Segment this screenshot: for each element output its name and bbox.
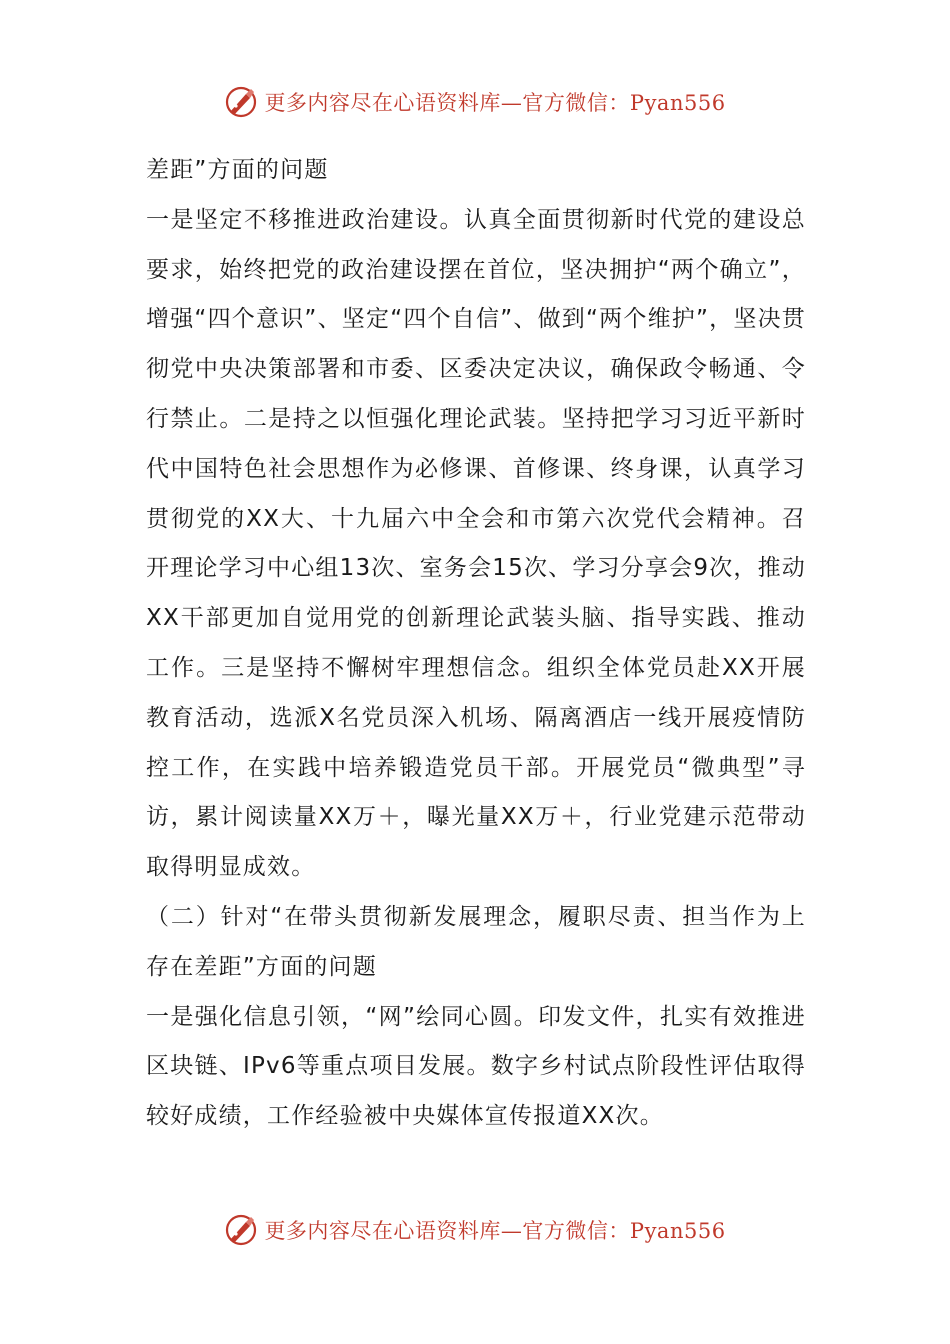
document-body [146, 146, 806, 1142]
header-watermark [0, 80, 950, 124]
paragraph: 差距”方面的问题 [146, 157, 329, 183]
paragraph: 一是坚定不移推进政治建设。认真全面贯彻新时代党的建设总要求，始终把党的政治建设摆在首位，坚决拥护“两个确立”，增强“四个意识”、坚定“四个自信”、做到“两个维护”，坚决贯彻党中央决策部署和市委、区委决定决议，确保政令畅通、令行禁止。二是持之以恒强化理论武装。坚持把学习习近平新时代中国特色社会思想作为必修课、首修课、终身课，认真学习贯彻党的XX大、十九届六中全会和市第六次党代会精神。召开理论学习中心组13次、室务会15次、学习分享会9次，推动XX干部更加自觉用党的创新理论武装头脑、指导实践、推动工作。三是坚持不懈树牢理想信念。组织全体党员赴XX开展教育活动，选派X名党员深入机场、隔离酒店一线开展疫情防控工作，在实践中培养锻造党员干部。开展党员“微典型”寻访，累计阅读量XX万＋，曝光量XX万＋，行业党建示范带动取得明显成效。 [146, 206, 806, 881]
paragraph: （二）针对“在带头贯彻新发展理念，履职尽责、担当作为上存在差距”方面的问题 [146, 903, 806, 980]
footer-watermark [0, 1208, 950, 1252]
pen-nib-circle-icon [224, 85, 258, 119]
paragraph: 一是强化信息引领，“网”绘同心圆。印发文件，扎实有效推进区块链、IPv6等重点项目发展。数字乡村试点阶段性评估取得较好成绩，工作经验被中央媒体宣传报道XX次。 [146, 1003, 806, 1130]
watermark-text: 更多内容尽在心语资料库—官方微信：Pyan556 [264, 91, 726, 115]
pen-nib-circle-icon [224, 1213, 258, 1247]
watermark-text: 更多内容尽在心语资料库—官方微信：Pyan556 [264, 1219, 726, 1243]
